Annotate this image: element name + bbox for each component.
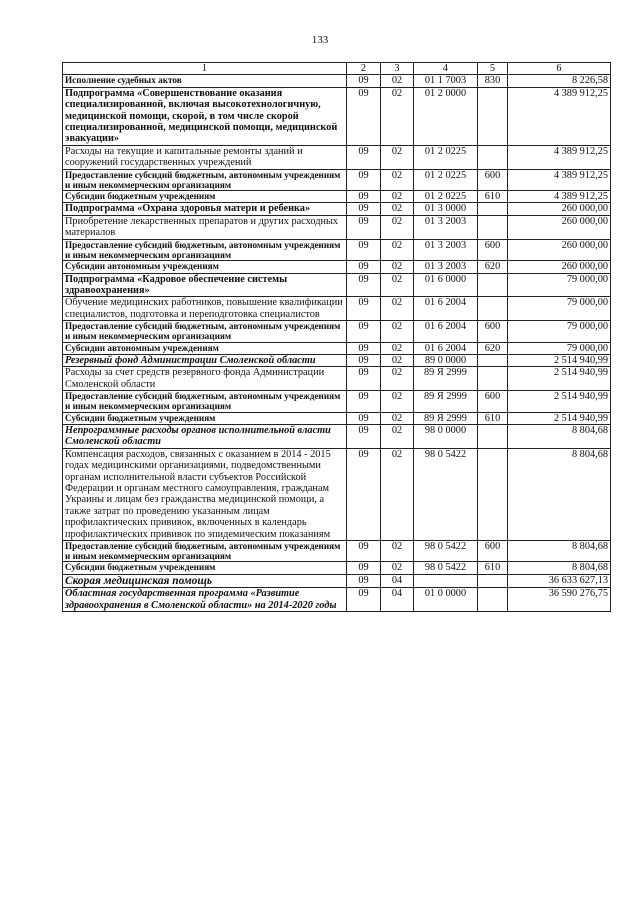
row-target-code: 01 6 2004	[414, 321, 478, 342]
row-expense-type	[478, 297, 508, 321]
row-name: Субсидии автономным учреждениям	[63, 261, 347, 273]
row-section: 09	[347, 424, 381, 448]
header-col-5: 5	[478, 63, 508, 75]
row-section: 09	[347, 203, 381, 215]
row-name: Областная государственная программа «Развитие здравоохранения в Смоленской области» на 2014-2020 годы	[63, 588, 347, 612]
row-amount: 36 590 276,75	[508, 588, 611, 612]
row-name: Подпрограмма «Совершенствование оказания специализированной, включая высокотехнологичную, медицинской помощи, скорой, в том числе скорой специализированной, медицинской помощи, медицинской эвакуации»	[63, 87, 347, 145]
row-subsection: 02	[381, 367, 414, 391]
row-name: Непрограммные расходы органов исполнительной власти Смоленской области	[63, 424, 347, 448]
row-target-code: 01 6 2004	[414, 342, 478, 354]
row-expense-type	[478, 203, 508, 215]
header-col-6: 6	[508, 63, 611, 75]
row-target-code: 01 1 7003	[414, 75, 478, 87]
table-row	[63, 169, 611, 190]
row-expense-type: 600	[478, 541, 508, 562]
row-section: 09	[347, 412, 381, 424]
row-subsection: 02	[381, 297, 414, 321]
row-subsection: 02	[381, 203, 414, 215]
row-target-code: 89 Я 2999	[414, 367, 478, 391]
row-amount: 260 000,00	[508, 239, 611, 260]
header-col-2: 2	[347, 63, 381, 75]
row-amount: 8 226,58	[508, 75, 611, 87]
row-amount: 4 389 912,25	[508, 87, 611, 145]
row-expense-type: 600	[478, 321, 508, 342]
row-subsection: 02	[381, 321, 414, 342]
row-subsection: 02	[381, 145, 414, 169]
row-subsection: 02	[381, 75, 414, 87]
row-section: 09	[347, 297, 381, 321]
table-row	[63, 562, 611, 574]
row-name: Предоставление субсидий бюджетным, автономным учреждениям и иным некоммерческим организациям	[63, 541, 347, 562]
row-section: 09	[347, 87, 381, 145]
row-amount: 36 633 627,13	[508, 574, 611, 587]
table-row	[63, 391, 611, 412]
row-amount: 8 804,68	[508, 448, 611, 540]
row-target-code: 01 6 0000	[414, 273, 478, 297]
row-name: Предоставление субсидий бюджетным, автономным учреждениям и иным некоммерческим организациям	[63, 391, 347, 412]
row-amount: 8 804,68	[508, 424, 611, 448]
row-amount: 2 514 940,99	[508, 391, 611, 412]
row-expense-type: 610	[478, 562, 508, 574]
row-amount: 260 000,00	[508, 261, 611, 273]
row-subsection: 02	[381, 261, 414, 273]
row-expense-type: 620	[478, 342, 508, 354]
row-target-code: 01 3 2003	[414, 261, 478, 273]
row-name: Резервный фонд Администрации Смоленской области	[63, 354, 347, 366]
row-section: 09	[347, 391, 381, 412]
row-name: Предоставление субсидий бюджетным, автономным учреждениям и иным некоммерческим организациям	[63, 321, 347, 342]
row-expense-type	[478, 273, 508, 297]
row-subsection: 02	[381, 448, 414, 540]
row-section: 09	[347, 342, 381, 354]
row-amount: 260 000,00	[508, 215, 611, 239]
row-amount: 79 000,00	[508, 342, 611, 354]
table-row	[63, 203, 611, 215]
row-section: 09	[347, 574, 381, 587]
row-target-code: 01 3 2003	[414, 215, 478, 239]
row-section: 09	[347, 367, 381, 391]
row-expense-type: 830	[478, 75, 508, 87]
row-name: Приобретение лекарственных препаратов и других расходных материалов	[63, 215, 347, 239]
row-subsection: 02	[381, 342, 414, 354]
table-row	[63, 354, 611, 366]
row-section: 09	[347, 145, 381, 169]
row-target-code: 89 0 0000	[414, 354, 478, 366]
row-subsection: 02	[381, 562, 414, 574]
row-amount: 2 514 940,99	[508, 354, 611, 366]
row-section: 09	[347, 448, 381, 540]
row-subsection: 02	[381, 191, 414, 203]
row-name: Обучение медицинских работников, повышение квалификации специалистов, подготовка и переподготовка специалистов	[63, 297, 347, 321]
row-expense-type	[478, 215, 508, 239]
table-body	[63, 75, 611, 612]
row-subsection: 02	[381, 215, 414, 239]
row-name: Субсидии бюджетным учреждениям	[63, 191, 347, 203]
table-row	[63, 574, 611, 587]
row-name: Подпрограмма «Охрана здоровья матери и ребенка»	[63, 203, 347, 215]
row-target-code: 98 0 0000	[414, 424, 478, 448]
row-section: 09	[347, 75, 381, 87]
row-section: 09	[347, 541, 381, 562]
row-name: Подпрограмма «Кадровое обеспечение системы здравоохранения»	[63, 273, 347, 297]
row-expense-type: 610	[478, 191, 508, 203]
row-expense-type: 610	[478, 412, 508, 424]
row-target-code: 01 3 2003	[414, 239, 478, 260]
row-amount: 79 000,00	[508, 297, 611, 321]
table-row	[63, 87, 611, 145]
row-target-code: 89 Я 2999	[414, 391, 478, 412]
row-name: Скорая медицинская помощь	[63, 574, 347, 587]
row-name: Предоставление субсидий бюджетным, автономным учреждениям и иным некоммерческим организациям	[63, 169, 347, 190]
row-target-code: 89 Я 2999	[414, 412, 478, 424]
row-target-code: 01 0 0000	[414, 588, 478, 612]
row-section: 09	[347, 273, 381, 297]
row-expense-type	[478, 588, 508, 612]
row-target-code: 01 3 0000	[414, 203, 478, 215]
table-row	[63, 342, 611, 354]
row-section: 09	[347, 261, 381, 273]
row-subsection: 02	[381, 541, 414, 562]
row-amount: 79 000,00	[508, 273, 611, 297]
row-amount: 4 389 912,25	[508, 191, 611, 203]
row-name: Субсидии бюджетным учреждениям	[63, 412, 347, 424]
row-name: Исполнение судебных актов	[63, 75, 347, 87]
row-amount: 260 000,00	[508, 203, 611, 215]
table-row	[63, 367, 611, 391]
row-subsection: 02	[381, 354, 414, 366]
row-target-code: 01 2 0225	[414, 169, 478, 190]
table-row	[63, 145, 611, 169]
row-name: Субсидии автономным учреждениям	[63, 342, 347, 354]
header-col-1: 1	[63, 63, 347, 75]
row-name: Компенсация расходов, связанных с оказанием в 2014 - 2015 годах медицинскими организациями, подведомственными органам исполнительной власти субъектов Российской Федерации и органам местного самоуправления, гражданам Украины и лицам без гражданства медицинской помощи, а также затрат по проведению указанным лицам профилактических прививок, включенных в календарь профилактических прививок по эпидемическим показаниям	[63, 448, 347, 540]
row-target-code: 01 6 2004	[414, 297, 478, 321]
row-amount: 4 389 912,25	[508, 145, 611, 169]
row-target-code: 01 2 0000	[414, 87, 478, 145]
row-target-code: 01 2 0225	[414, 145, 478, 169]
header-col-3: 3	[381, 63, 414, 75]
row-expense-type	[478, 424, 508, 448]
row-amount: 8 804,68	[508, 562, 611, 574]
row-subsection: 02	[381, 169, 414, 190]
row-section: 09	[347, 169, 381, 190]
row-expense-type: 600	[478, 391, 508, 412]
row-section: 09	[347, 191, 381, 203]
row-amount: 2 514 940,99	[508, 367, 611, 391]
row-expense-type: 600	[478, 239, 508, 260]
row-target-code: 98 0 5422	[414, 541, 478, 562]
row-expense-type	[478, 367, 508, 391]
table-row	[63, 273, 611, 297]
table-row	[63, 261, 611, 273]
row-section: 09	[347, 588, 381, 612]
row-name: Расходы за счет средств резервного фонда Администрации Смоленской области	[63, 367, 347, 391]
table-row	[63, 191, 611, 203]
row-name: Субсидии бюджетным учреждениям	[63, 562, 347, 574]
row-expense-type	[478, 145, 508, 169]
row-subsection: 02	[381, 87, 414, 145]
row-subsection: 02	[381, 391, 414, 412]
row-subsection: 02	[381, 412, 414, 424]
table-row	[63, 424, 611, 448]
row-expense-type: 600	[478, 169, 508, 190]
row-amount: 8 804,68	[508, 541, 611, 562]
table-row	[63, 75, 611, 87]
row-name: Расходы на текущие и капитальные ремонты зданий и сооружений государственных учреждений	[63, 145, 347, 169]
table-row	[63, 412, 611, 424]
table-header-row	[63, 63, 611, 75]
budget-table	[62, 62, 611, 612]
row-expense-type	[478, 574, 508, 587]
table-row	[63, 239, 611, 260]
table-row	[63, 215, 611, 239]
row-subsection: 02	[381, 424, 414, 448]
table-row	[63, 448, 611, 540]
row-target-code: 98 0 5422	[414, 448, 478, 540]
table-row	[63, 321, 611, 342]
row-section: 09	[347, 321, 381, 342]
row-subsection: 02	[381, 273, 414, 297]
row-section: 09	[347, 239, 381, 260]
header-col-4: 4	[414, 63, 478, 75]
row-expense-type	[478, 87, 508, 145]
row-target-code: 98 0 5422	[414, 562, 478, 574]
row-expense-type	[478, 354, 508, 366]
row-expense-type	[478, 448, 508, 540]
page-number: 133	[311, 34, 329, 46]
row-expense-type: 620	[478, 261, 508, 273]
row-subsection: 02	[381, 239, 414, 260]
row-amount: 2 514 940,99	[508, 412, 611, 424]
row-amount: 79 000,00	[508, 321, 611, 342]
table-row	[63, 297, 611, 321]
row-target-code: 01 2 0225	[414, 191, 478, 203]
row-section: 09	[347, 215, 381, 239]
row-section: 09	[347, 354, 381, 366]
table-row	[63, 588, 611, 612]
row-section: 09	[347, 562, 381, 574]
row-subsection: 04	[381, 588, 414, 612]
row-name: Предоставление субсидий бюджетным, автономным учреждениям и иным некоммерческим организациям	[63, 239, 347, 260]
row-subsection: 04	[381, 574, 414, 587]
table-row	[63, 541, 611, 562]
row-amount: 4 389 912,25	[508, 169, 611, 190]
row-target-code	[414, 574, 478, 587]
